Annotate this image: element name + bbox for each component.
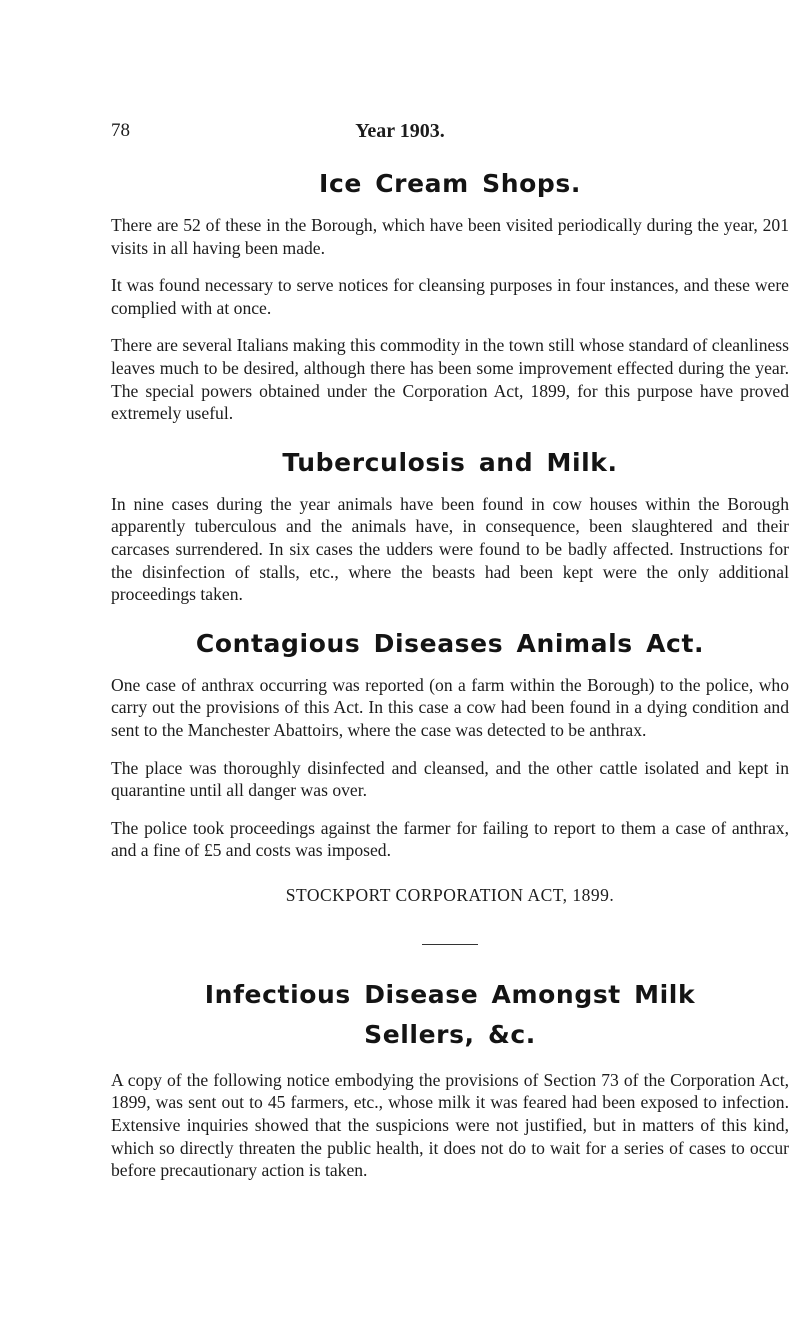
heading-ice-cream-shops: Ice Cream Shops. [319,169,581,198]
heading-infectious-disease-amongst-milk-sellers [111,975,789,1055]
divider-rule [422,944,478,945]
heading-line-1: Infectious Disease Amongst Milk [204,979,696,1009]
page-body [111,168,789,1182]
paragraph: In nine cases during the year animals have been found in cow houses within the Borough apparently tuberculous and the animals have, in consequence, been slaughtered and their carcases surrendered. In six cases the udders were found to be badly affected. Instructions for the disinfection of stalls, etc., where the beasts had been kept were the only additional proceedings taken. [111,493,789,605]
paragraph: A copy of the following notice embodying the provisions of Section 73 of the Corporation Act, 1899, was sent out to 45 farmers, etc., whose milk it was feared had been exposed to infection. Extensive inquiries showed that the suspicions were not justified, but in matters of this kind, which so directly threaten the public health, it does not do to wait for a series of cases to occur before precautionary action is taken. [111,1069,789,1181]
heading-tuberculosis-and-milk: Tuberculosis and Milk. [282,447,618,477]
paragraph: The place was thoroughly disinfected and cleansed, and the other cattle isolated and kept in quarantine until all danger was over. [111,757,789,801]
heading-line-2: Sellers, &c. [364,1019,536,1049]
heading-contagious-diseases-animals-act: Contagious Diseases Animals Act. [195,628,705,658]
paragraph: It was found necessary to serve notices for cleansing purposes in four instances, and these were complied with at once. [111,275,789,318]
paragraph: The police took proceedings against the farmer for failing to report to them a case of anthrax, and a fine of £5 and costs was imposed. [111,817,789,861]
paragraph: There are 52 of these in the Borough, which have been visited periodically during the year, 201 visits in all having been made. [111,215,789,258]
running-title: Year 1903. [355,120,445,142]
paragraph: One case of anthrax occurring was reported (on a farm within the Borough) to the police, who carry out the provisions of this Act. In this case a cow had been found in a dying condition and sent to the Manchester Abattoirs, where the case was detected to be anthrax. [111,674,789,740]
page-number: 78 [111,120,130,141]
act-title: STOCKPORT CORPORATION ACT, 1899. [285,884,615,905]
paragraph: There are several Italians making this commodity in the town still whose standard of cleanliness leaves much to be desired, although there has been some improvement effected during the year. The special powers obtained under the Corporation Act, 1899, for this purpose have proved extremely useful. [111,335,789,424]
